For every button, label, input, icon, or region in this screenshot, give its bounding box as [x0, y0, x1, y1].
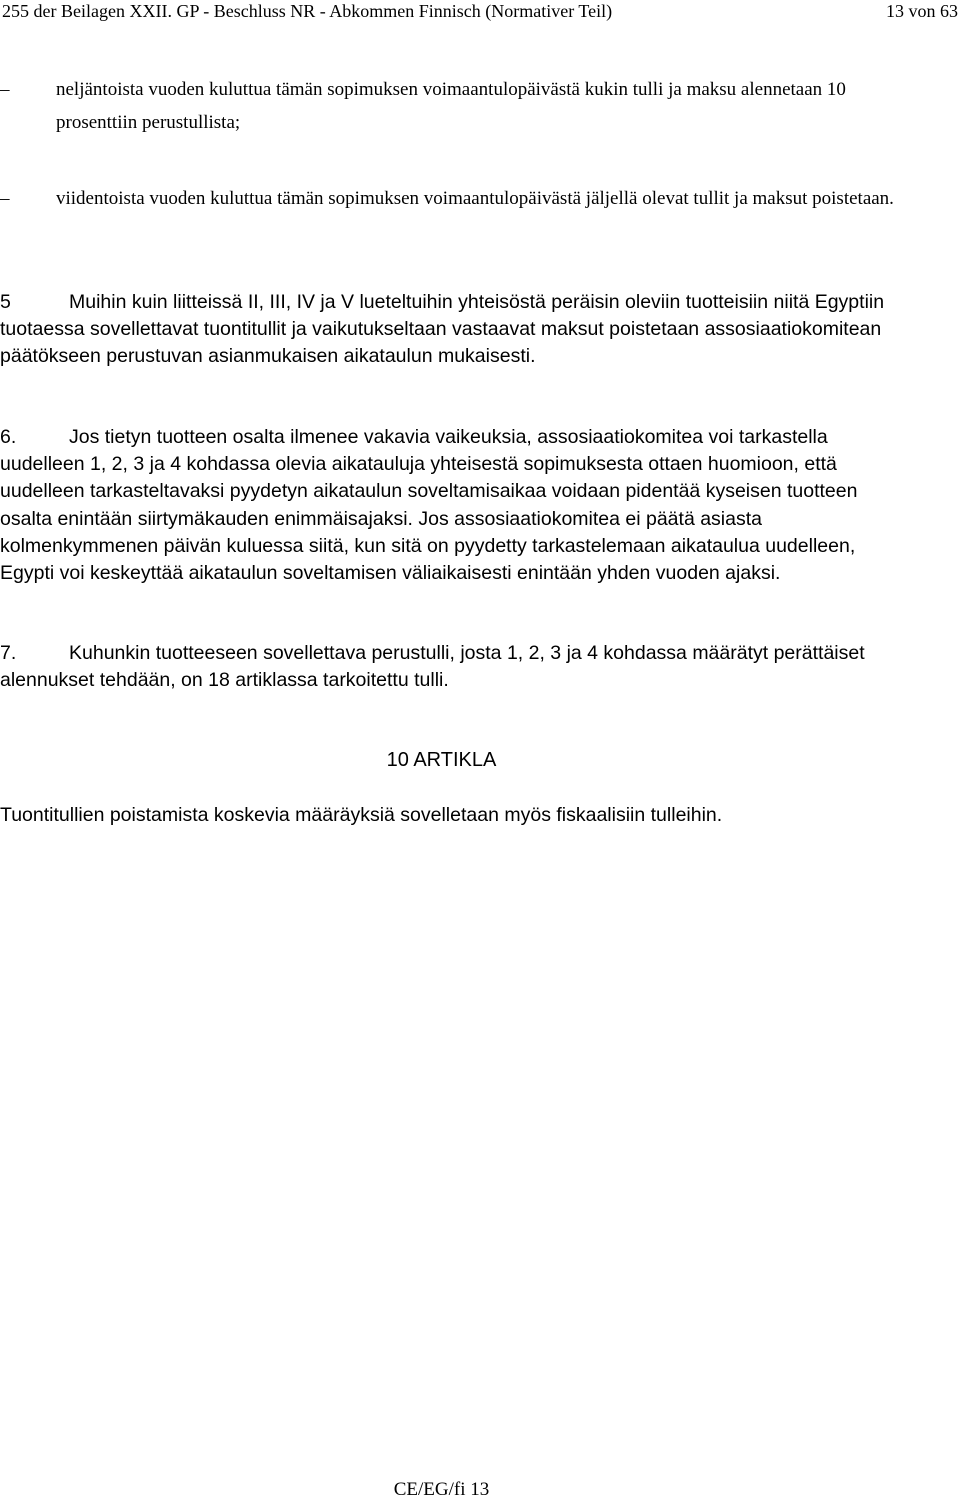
- paragraph-number: 6.: [0, 426, 17, 448]
- article-text: Tuontitullien poistamista koskevia määräyksiä sovelletaan myös fiskaalisiin tulleihin.: [0, 804, 723, 826]
- paragraph-number: 7.: [0, 642, 17, 664]
- paragraph-5: [0, 289, 905, 371]
- paragraph-6: [0, 424, 905, 587]
- footer-document-code: CE/EG/fi 13: [393, 1479, 490, 1500]
- paragraph-7: [0, 640, 905, 694]
- paragraph-text: Muihin kuin liitteissä II, III, IV ja V lueteltuihin yhteisöstä peräisin oleviin tuotteisiin niitä Egyptiin tuotaessa sovellettavat tuontitullit ja vaikutukseltaan vastaavat maksut poistetaan assosiaatiokomitean päätökseen perustuvan asianmukaisen aikataulun mukaisesti.: [0, 291, 890, 368]
- dash-bullet: –: [0, 188, 10, 209]
- paragraph-text: Kuhunkin tuotteeseen sovellettava perustulli, josta 1, 2, 3 ja 4 kohdassa määrätyt perättäiset alennukset tehdään, on 18 artiklassa tarkoitettu tulli.: [0, 642, 871, 692]
- paragraph-text: Jos tietyn tuotteen osalta ilmenee vakavia vaikeuksia, assosiaatiokomitea voi tarkastella uudelleen 1, 2, 3 ja 4 kohdassa olevia aikatauluja yhteisestä sopimuksesta ottaen huomioon, että uudelleen tarkasteltavaksi pyydetyn aikataulun soveltamisaikaa voidaan pidentää kyseisen tuotteen osalta enintään siirtymäkauden enimmäisajaksi. Jos assosiaatiokomitea ei päätä asiasta kolmenkymmenen päivän kuluessa siitä, kun sitä on pyydetty tarkastelemaan aikataulua uudelleen, Egypti voi keskeyttää aikataulun soveltamisen väliaikaisesti enintään yhden vuoden ajaksi.: [0, 426, 863, 585]
- list-item-text: viidentoista vuoden kuluttua tämän sopimuksen voimaantulopäivästä jäljellä olevat tullit ja maksut poistetaan.: [56, 188, 894, 209]
- header-document-title: 255 der Beilagen XXII. GP - Beschluss NR - Abkommen Finnisch (Normativer Teil): [2, 1, 613, 21]
- paragraph-number: 5: [0, 291, 11, 313]
- header-page-number: 13 von 63: [886, 1, 958, 21]
- list-item-text: neljäntoista vuoden kuluttua tämän sopimuksen voimaantulopäivästä kukin tulli ja maksu alennetaan 10 prosenttiin perustullista;: [56, 79, 846, 133]
- list-item: [0, 73, 900, 139]
- list-item: [0, 182, 900, 215]
- dash-bullet: –: [0, 79, 10, 100]
- article-heading: 10 ARTIKLA: [386, 749, 497, 771]
